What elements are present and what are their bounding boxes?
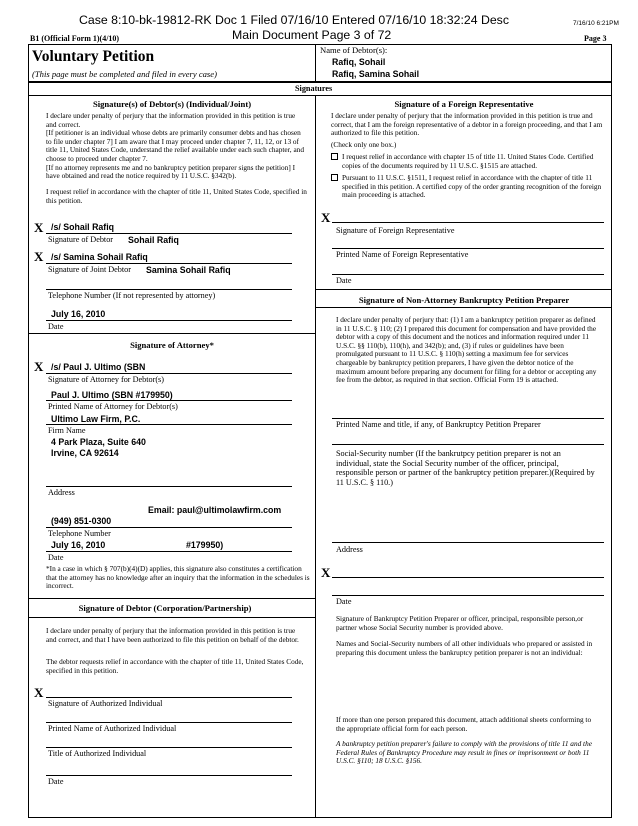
- attorney-name-label: Printed Name of Attorney for Debtor(s): [48, 402, 178, 411]
- foreign-date-line: [332, 274, 604, 275]
- debtor-name-2: Rafiq, Samina Sohail: [332, 69, 420, 79]
- preparer-date-line: [332, 595, 604, 596]
- telephone-line: [46, 289, 292, 290]
- attorney-note: *In a case in which § 707(b)(4)(D) applies, this signature also constitutes a certification that the attorney has no knowledge after an inquiry that the information in the schedules is incorrect.: [46, 564, 310, 591]
- form-subtitle: (This page must be completed and filed in every case): [32, 69, 217, 79]
- auth-title-label: Title of Authorized Individual: [48, 749, 147, 758]
- foreign-sig-line: [332, 222, 604, 223]
- address-line-1: 4 Park Plaza, Suite 640: [51, 437, 146, 447]
- corp-text: I declare under penalty of perjury that the information provided in this petition is true and correct, and that I have been authorized to file this petition on behalf of the debtor.: [46, 626, 299, 644]
- attorney-date-label: Date: [48, 553, 64, 562]
- debtor-sig-label: Signature of Debtor: [48, 235, 114, 244]
- firm-line: [46, 424, 292, 425]
- x-mark-attorney: X: [34, 359, 44, 374]
- attorney-sig-label: Signature of Attorney for Debtor(s): [48, 375, 164, 384]
- auth-title-line: [46, 747, 292, 748]
- joint-signature[interactable]: /s/ Samina Sohail Rafiq: [51, 252, 148, 262]
- address-label: Address: [48, 488, 75, 497]
- phone-line: [46, 527, 292, 528]
- corp-heading: Signature of Debtor (Corporation/Partnership): [78, 603, 252, 613]
- debtor-sig-name: Sohail Rafiq: [128, 235, 179, 245]
- debtors-label: Name of Debtor(s):: [320, 45, 388, 55]
- attorney-rule: [28, 333, 315, 334]
- debtor-date-label: Date: [48, 322, 64, 331]
- x-mark-preparer: X: [321, 565, 331, 580]
- auth-name-label: Printed Name of Authorized Individual: [48, 724, 177, 733]
- preparer-date-label: Date: [336, 597, 352, 606]
- attorney-name[interactable]: Paul J. Ultimo (SBN #179950): [51, 390, 173, 400]
- corp-heading-rule: [28, 617, 315, 618]
- auth-name-line: [46, 722, 292, 723]
- official-form-label: B1 (Official Form 1)(4/10): [30, 34, 120, 43]
- foreign-heading: Signature of a Foreign Representative: [394, 99, 534, 109]
- check-one-note: (Check only one box.): [331, 140, 397, 149]
- signatures-rule: [28, 95, 612, 96]
- header-divider: [315, 44, 316, 81]
- debtor-signature[interactable]: /s/ Sohail Rafiq: [51, 222, 115, 232]
- ssn-line: [332, 444, 604, 445]
- attorney-email: Email: paul@ultimolawfirm.com: [148, 505, 282, 515]
- debtor-date-line: [46, 320, 292, 321]
- address-rule: [46, 486, 292, 487]
- preparer-warning: A bankruptcy petition preparer's failure to comply with the provisions of title 11 and the Federal Rules of Bankruptcy Procedure may result in fines or imprisonment or both 11 U.S.C. §110; 18 U.S.C. §156.: [336, 739, 592, 766]
- ssn-label: Social-Security number (If the bankrutpcy petition preparer is not an individual, state the Social Security number of the officer, principal, responsible person or partner of the bankruptcy petition preparer.)(Required by 11 U.S.C. § 110.): [336, 449, 595, 488]
- address-line-2: Irvine, CA 92614: [51, 448, 119, 458]
- header-bottom-rule: [28, 81, 612, 83]
- corp-rule: [28, 598, 315, 599]
- preparer-heading: Signature of Non-Attorney Bankruptcy Petition Preparer: [358, 295, 570, 305]
- preparer-address-label: Address: [336, 545, 363, 554]
- option1-text: I request relief in accordance with chapter 15 of title 11. United States Code. Certified copies of the documents required by 11 U.S.C. §1515 are attached.: [342, 152, 594, 170]
- option2-checkbox[interactable]: [331, 174, 338, 181]
- preparer-name-line: [332, 418, 604, 419]
- auth-date-line: [46, 775, 292, 776]
- preparer-name-label: Printed Name and title, if any, of Bankruptcy Petition Preparer: [336, 420, 541, 429]
- joint-sig-label: Signature of Joint Debtor: [48, 265, 131, 274]
- attorney-name-line: [46, 400, 292, 401]
- more-text: If more than one person prepared this document, attach additional sheets conforming to the appropriate official form for each person.: [336, 715, 592, 733]
- foreign-text: I declare under penalty of perjury that the information provided in this petition is true and correct, that I am the foreign representative of a debtor in a foreign proceeding, and that I am authorized to file this petition.: [331, 111, 603, 138]
- phone-label: Telephone Number: [48, 529, 111, 538]
- preparer-text: I declare under penalty of perjury that: (1) I am a bankruptcy petition preparer as defined in 11 U.S.C. § 110; (2) I prepared this document for compensation and have provided the debtor with a copy of this document and the notices and information required under 11 U.S.C. §§ 110(b), 110(h), and 342(b); and, (3) if rules or guidelines have been promulgated pursuant to 11 U.S.C. § 110(h) setting a maximum fee for services chargeable by bankruptcy petition preparers, I have given the debtor notice of the maximum amount before preparing any document for filing for a debtor or accepting any fee from the debtor, as required in that section. Official Form 19 is attached.: [336, 315, 597, 385]
- x-mark-debtor: X: [34, 220, 44, 235]
- x-mark-authorized: X: [34, 685, 44, 700]
- form-title: Voluntary Petition: [32, 48, 155, 65]
- preparer-address-line: [332, 542, 604, 543]
- auth-sig-label: Signature of Authorized Individual: [48, 699, 163, 708]
- option2-text: Pursuant to 11 U.S.C. §1511, I request relief in accordance with the chapter of title 11 specified in this petition. A certified copy of the order granting recognition of the foreign main proceeding is attached.: [342, 173, 602, 200]
- page-label: Page 3: [584, 34, 607, 43]
- auth-sig-line: [46, 697, 292, 698]
- firm-name[interactable]: Ultimo Law Firm, P.C.: [51, 414, 141, 424]
- foreign-date-label: Date: [336, 276, 352, 285]
- foreign-name-line: [332, 248, 604, 249]
- individual-text: I declare under penalty of perjury that the information provided in this petition is true and correct. [If petitioner is an individual whose debts are primarily consumer debts and has chosen to file under chapter 7] I am aware that I may proceed under chapter 7, 11, 12, or 13 of title 11, United States Code, understand the relief available under each such chapter, and choose to proceed under chapter 7. [If no attorney represents me and no bankruptcy petition preparer signs the petition] I have obtained and read the notice required by 11 U.S.C. §342(b).: [46, 111, 304, 181]
- attorney-date[interactable]: July 16, 2010: [51, 540, 106, 550]
- corp-request: The debtor requests relief in accordance with the chapter of title 11, United States Code, specified in this petition.: [46, 657, 304, 675]
- joint-sig-name: Samina Sohail Rafiq: [146, 265, 231, 275]
- foreign-name-label: Printed Name of Foreign Representative: [336, 250, 469, 259]
- preparer-rule: [315, 289, 612, 290]
- column-divider: [315, 95, 316, 818]
- joint-sig-line: [46, 263, 292, 264]
- signatures-heading: Signatures: [295, 84, 333, 93]
- option1-checkbox[interactable]: [331, 153, 338, 160]
- attorney-date-line: [46, 551, 292, 552]
- preparer-sig-label: Signature of Bankruptcy Petition Preparer or officer, principal, responsible person,or partner whose Social Security number is provided above.: [336, 614, 584, 632]
- debtor-sig-line: [46, 233, 292, 234]
- attorney-phone: (949) 851-0300: [51, 516, 112, 526]
- attorney-signature[interactable]: /s/ Paul J. Ultimo (SBN: [51, 362, 146, 372]
- telephone-label: Telephone Number (If not represented by attorney): [48, 291, 216, 300]
- x-mark-foreign: X: [321, 210, 331, 225]
- firm-label: Firm Name: [48, 426, 86, 435]
- names-text: Names and Social-Security numbers of all other individuals who prepared or assisted in preparing this document unless the bankruptcy petition preparer is not an individual:: [336, 639, 593, 657]
- preparer-sig-line: [332, 577, 604, 578]
- debtor-date[interactable]: July 16, 2010: [51, 309, 106, 319]
- bar-number: #179950): [186, 540, 224, 550]
- debtor-name-1: Rafiq, Sohail: [332, 57, 386, 67]
- case-header-line1: Case 8:10-bk-19812-RK Doc 1 Filed 07/16/10 Entered 07/16/10 18:32:24 Desc: [79, 13, 509, 27]
- x-mark-joint: X: [34, 249, 44, 264]
- time-stamp: 7/16/10 6:21PM: [573, 20, 619, 27]
- individual-heading: Signature(s) of Debtor(s) (Individual/Joint): [92, 99, 252, 109]
- attorney-heading: Signature of Attorney*: [130, 340, 214, 350]
- preparer-heading-rule: [315, 307, 612, 308]
- foreign-sig-label: Signature of Foreign Representative: [336, 226, 455, 235]
- attorney-sig-line: [46, 373, 292, 374]
- auth-date-label: Date: [48, 777, 64, 786]
- individual-request: I request relief in accordance with the chapter of title 11, United States Code, specified in this petition.: [46, 187, 307, 205]
- case-header-line2: Main Document Page 3 of 72: [232, 28, 392, 42]
